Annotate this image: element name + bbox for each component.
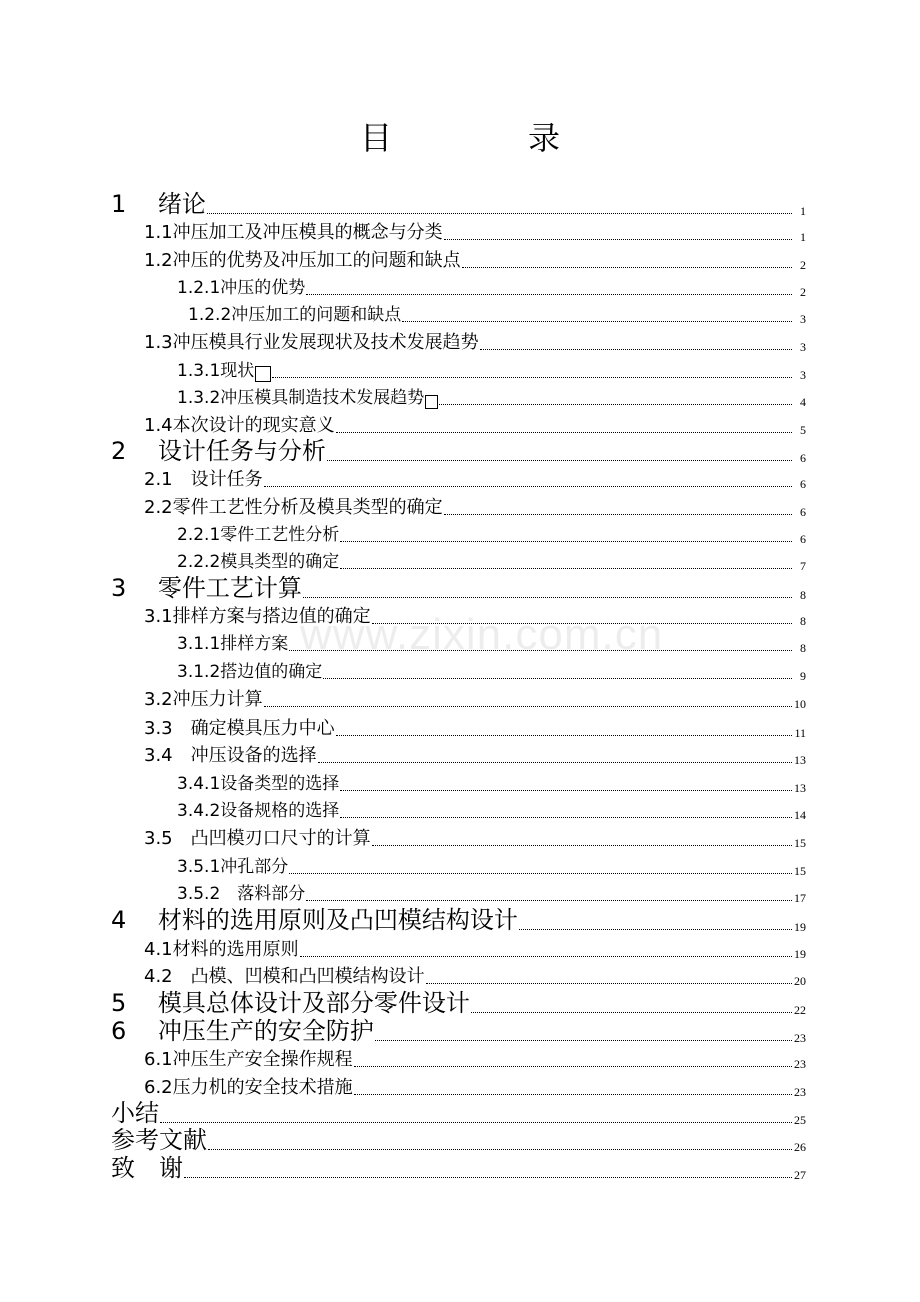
toc-entry bbox=[0, 939, 806, 961]
toc-entry bbox=[0, 278, 806, 299]
toc-entry bbox=[0, 332, 806, 354]
toc-entry bbox=[0, 828, 806, 850]
dot-leader bbox=[289, 873, 792, 874]
toc-entry-text: 3.4.1设备类型的选择 bbox=[177, 774, 340, 794]
dot-leader bbox=[462, 267, 792, 268]
toc-page-number: 27 bbox=[794, 1168, 806, 1182]
dot-leader bbox=[340, 817, 792, 818]
toc-page-number: 3 bbox=[800, 312, 806, 326]
toc-entry bbox=[0, 662, 806, 683]
toc-entry-text: 1.2.1冲压的优势 bbox=[177, 278, 306, 298]
toc-page-number: 13 bbox=[794, 781, 806, 795]
dot-leader bbox=[184, 1177, 792, 1178]
toc-page-number: 10 bbox=[794, 697, 806, 711]
toc-entry-text: 1.3冲压模具行业发展现状及技术发展趋势 bbox=[144, 332, 479, 353]
toc-page-number: 8 bbox=[800, 641, 806, 655]
dot-leader bbox=[402, 321, 792, 322]
toc-entry bbox=[0, 250, 806, 272]
dot-leader bbox=[480, 349, 792, 350]
toc-page-number: 9 bbox=[800, 669, 806, 683]
toc-entry-text: 3.2冲压力计算 bbox=[144, 689, 263, 710]
toc-entry bbox=[0, 966, 806, 988]
toc-entry bbox=[0, 989, 806, 1017]
page-title: 目 录 bbox=[359, 119, 612, 157]
toc-entry bbox=[0, 361, 806, 382]
dot-leader bbox=[340, 541, 792, 542]
dot-leader bbox=[426, 983, 792, 984]
watermark: www.zixin.com.cn bbox=[300, 610, 664, 659]
toc-entry-text: 4.2 凸模、凹模和凸凹模结构设计 bbox=[144, 966, 425, 987]
dot-leader bbox=[306, 900, 792, 901]
dot-leader bbox=[160, 1122, 792, 1123]
dot-leader bbox=[340, 568, 792, 569]
dot-leader bbox=[207, 213, 792, 214]
toc-entry bbox=[0, 305, 806, 326]
toc-entry-text: 3.5.2 落料部分 bbox=[177, 884, 306, 904]
dot-leader bbox=[336, 735, 792, 736]
toc-page-number: 22 bbox=[794, 1003, 806, 1017]
dot-leader bbox=[318, 762, 792, 763]
toc-entry bbox=[0, 634, 806, 655]
dot-leader bbox=[303, 597, 792, 598]
toc-entry-text: 3.4.2设备规格的选择 bbox=[177, 801, 340, 821]
toc-entry bbox=[0, 606, 806, 628]
dot-leader bbox=[439, 404, 792, 405]
toc-page-number: 5 bbox=[800, 423, 806, 437]
toc-page-number: 1 bbox=[800, 204, 806, 218]
toc-page-number: 6 bbox=[800, 532, 806, 546]
toc-entry-text: 1.1冲压加工及冲压模具的概念与分类 bbox=[144, 222, 443, 243]
toc-entry-text: 3.5 凸凹模刃口尺寸的计算 bbox=[144, 828, 371, 849]
toc-page-number: 23 bbox=[794, 1031, 806, 1045]
toc-page-number: 14 bbox=[794, 808, 806, 822]
toc-page-number: 6 bbox=[800, 451, 806, 465]
dot-leader bbox=[519, 929, 792, 930]
toc-entry bbox=[0, 497, 806, 519]
toc-entry-text: 6.1冲压生产安全操作规程 bbox=[144, 1049, 353, 1070]
toc-page-number: 8 bbox=[800, 588, 806, 602]
toc-entry bbox=[0, 906, 806, 934]
toc-entry bbox=[0, 689, 806, 711]
toc-entry bbox=[0, 1077, 806, 1099]
dot-leader bbox=[208, 1149, 792, 1150]
toc-entry bbox=[0, 574, 806, 602]
toc-entry-text: 4.1材料的选用原则 bbox=[144, 939, 299, 960]
toc-entry-text: 3.1.2搭边值的确定 bbox=[177, 662, 323, 682]
dot-leader bbox=[289, 650, 792, 651]
toc-page-number: 25 bbox=[794, 1113, 806, 1127]
dot-leader bbox=[300, 956, 792, 957]
toc-page-number: 6 bbox=[800, 477, 806, 491]
toc-entry bbox=[0, 884, 806, 905]
toc-page-number: 1 bbox=[800, 230, 806, 244]
dot-leader bbox=[264, 706, 792, 707]
dot-leader bbox=[272, 377, 792, 378]
toc-entry bbox=[0, 1049, 806, 1071]
toc-entry-text: 3 零件工艺计算 bbox=[111, 574, 302, 602]
toc-page-number: 19 bbox=[794, 920, 806, 934]
toc-page-number: 3 bbox=[800, 368, 806, 382]
dot-leader bbox=[340, 790, 792, 791]
toc-entry-text: 2.2.2模具类型的确定 bbox=[177, 552, 340, 572]
toc-entry bbox=[0, 388, 806, 409]
toc-page-number: 3 bbox=[800, 340, 806, 354]
toc-page-number: 20 bbox=[794, 974, 806, 988]
toc-entry bbox=[0, 774, 806, 795]
toc-entry bbox=[0, 718, 806, 740]
toc-entry bbox=[0, 1017, 806, 1045]
toc-entry-text: 小结 bbox=[111, 1099, 159, 1127]
dot-leader bbox=[306, 294, 792, 295]
toc-page-number: 17 bbox=[794, 891, 806, 905]
dot-leader bbox=[471, 1012, 792, 1013]
dot-leader bbox=[323, 678, 792, 679]
toc-page-number: 6 bbox=[800, 505, 806, 519]
toc-entry-text: 1.4本次设计的现实意义 bbox=[144, 415, 335, 436]
toc-entry-text: 2.2零件工艺性分析及模具类型的确定 bbox=[144, 497, 443, 518]
toc-entry-text: 1.3.2冲压模具制造技术发展趋势 bbox=[177, 388, 425, 408]
toc-page-number: 19 bbox=[794, 947, 806, 961]
toc-entry bbox=[0, 801, 806, 822]
toc-entry-text: 3.1.1排样方案 bbox=[177, 634, 289, 654]
toc-entry-text: 6 冲压生产的安全防护 bbox=[111, 1017, 374, 1045]
placeholder-box-icon bbox=[425, 395, 438, 409]
toc-entry-text: 5 模具总体设计及部分零件设计 bbox=[111, 989, 470, 1017]
toc-page-number: 4 bbox=[800, 395, 806, 409]
dot-leader bbox=[327, 460, 792, 461]
toc-entry-text: 1 绪论 bbox=[111, 190, 206, 218]
dot-leader bbox=[372, 623, 792, 624]
toc-entry bbox=[0, 1126, 806, 1154]
dot-leader bbox=[372, 845, 792, 846]
dot-leader bbox=[336, 432, 792, 433]
toc-entry-text: 3.5.1冲孔部分 bbox=[177, 857, 289, 877]
toc-entry-text: 2.2.1零件工艺性分析 bbox=[177, 525, 340, 545]
toc-entry-text: 致 谢 bbox=[111, 1154, 183, 1182]
toc-entry-text: 3.4 冲压设备的选择 bbox=[144, 745, 317, 766]
dot-leader bbox=[264, 486, 792, 487]
toc-entry bbox=[0, 469, 806, 491]
toc-entry bbox=[0, 190, 806, 218]
toc-entry bbox=[0, 745, 806, 767]
dot-leader bbox=[354, 1066, 792, 1067]
dot-leader bbox=[444, 514, 792, 515]
toc-entry bbox=[0, 415, 806, 437]
toc-entry bbox=[0, 1154, 806, 1182]
toc-entry bbox=[0, 857, 806, 878]
toc-page-number: 23 bbox=[794, 1057, 806, 1071]
toc-entry-text: 1.2.2冲压加工的问题和缺点 bbox=[188, 305, 402, 325]
dot-leader bbox=[354, 1094, 792, 1095]
toc-entry-text: 2 设计任务与分析 bbox=[111, 437, 326, 465]
toc-entry bbox=[0, 222, 806, 244]
toc-page-number: 7 bbox=[800, 559, 806, 573]
toc-entry bbox=[0, 437, 806, 465]
toc-page-number: 2 bbox=[800, 258, 806, 272]
toc-page-number: 15 bbox=[794, 864, 806, 878]
toc-entry-text: 6.2压力机的安全技术措施 bbox=[144, 1077, 353, 1098]
toc-page-number: 2 bbox=[800, 285, 806, 299]
toc-entry bbox=[0, 1099, 806, 1127]
toc-entry-text: 2.1 设计任务 bbox=[144, 469, 263, 490]
toc-page-number: 15 bbox=[794, 836, 806, 850]
placeholder-box-icon bbox=[255, 366, 271, 382]
toc-entry-text: 参考文献 bbox=[111, 1126, 207, 1154]
toc-entry-text: 3.1排样方案与搭边值的确定 bbox=[144, 606, 371, 627]
toc-entry-text: 1.2冲压的优势及冲压加工的问题和缺点 bbox=[144, 250, 461, 271]
toc-entry-text: 4 材料的选用原则及凸凹模结构设计 bbox=[111, 906, 518, 934]
toc-entry bbox=[0, 525, 806, 546]
dot-leader bbox=[444, 239, 792, 240]
toc-entry-text: 1.3.1现状 bbox=[177, 361, 255, 381]
dot-leader bbox=[375, 1040, 792, 1041]
toc-page-number: 8 bbox=[800, 614, 806, 628]
toc-page-number: 23 bbox=[794, 1085, 806, 1099]
toc-page-number: 13 bbox=[794, 753, 806, 767]
toc-entry bbox=[0, 552, 806, 573]
toc-page-number: 26 bbox=[794, 1140, 806, 1154]
toc-page-number: 11 bbox=[794, 726, 806, 740]
toc-entry-text: 3.3 确定模具压力中心 bbox=[144, 718, 335, 739]
